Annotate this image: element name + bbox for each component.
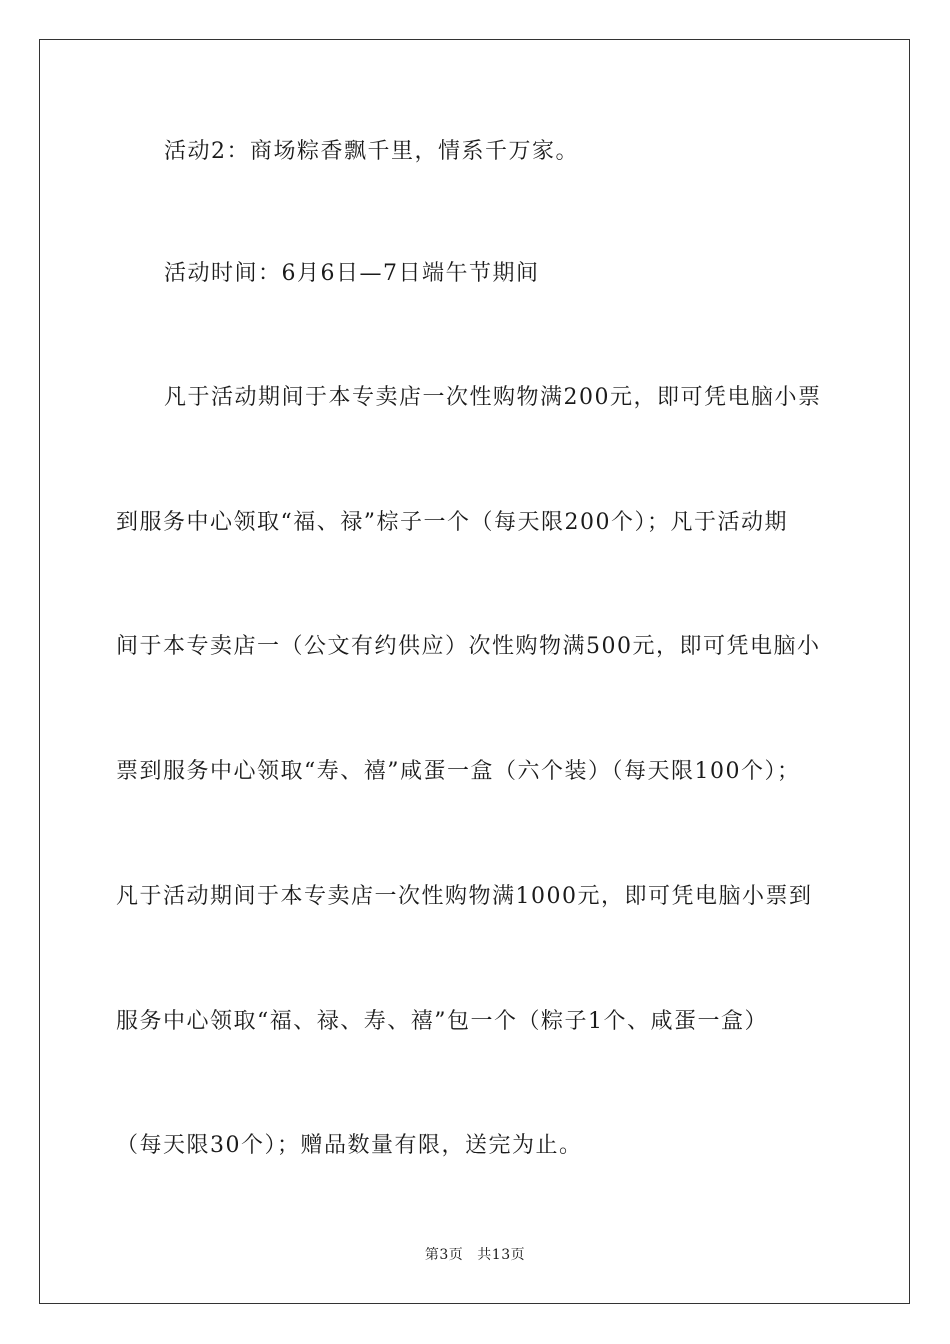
body-paragraph-line: （每天限30个）；赠品数量有限，送完为止。 [116,1133,583,1158]
body-paragraph-line: 服务中心领取“福、禄、寿、禧”包一个（粽子1个、咸蛋一盒） [116,1009,768,1034]
activity-time-line: 活动时间：6月6日—7日端午节期间 [164,261,540,286]
body-paragraph-line: 凡于活动期间于本专卖店一次性购物满1000元，即可凭电脑小票到 [116,884,813,909]
body-paragraph-line: 票到服务中心领取“寿、禧”咸蛋一盒（六个装）（每天限100个）； [116,759,801,784]
page-frame [39,39,910,1304]
page-number: 第3页 [424,1247,464,1263]
page-footer [0,1246,950,1264]
body-paragraph-line: 凡于活动期间于本专卖店一次性购物满200元，即可凭电脑小票 [164,385,822,410]
body-paragraph-line: 到服务中心领取“福、禄”棕子一个（每天限200个）；凡于活动期 [116,510,788,535]
activity-title-line: 活动2：商场粽香飘千里，情系千万家。 [164,139,579,164]
total-pages: 共13页 [477,1247,526,1263]
body-paragraph-line: 间于本专卖店一（公文有约供应）次性购物满500元，即可凭电脑小 [116,634,821,659]
